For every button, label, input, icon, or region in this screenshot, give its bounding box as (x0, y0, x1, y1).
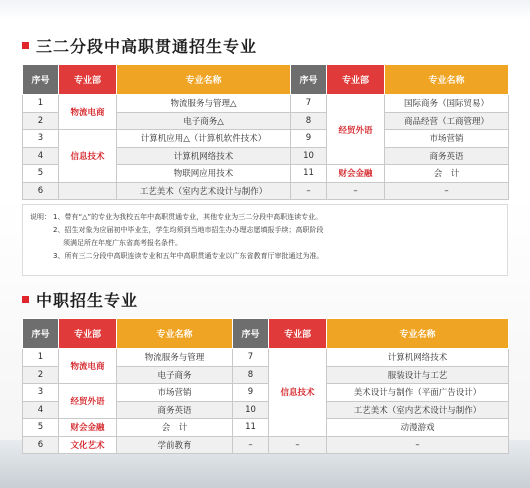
row-num: 1 (23, 95, 59, 113)
section-title-1-text: 三二分段中高职贯通招生专业 (36, 37, 258, 56)
row-num: 3 (23, 130, 59, 148)
row-num: 5 (23, 165, 59, 183)
row-num: 7 (291, 95, 327, 113)
table-section-2 (22, 318, 509, 454)
row-num: 11 (233, 419, 269, 437)
note-item: 3、所有三二分段中高职连读专业和五年中高职贯通专业以广东省教育厅审批通过为准。 (53, 252, 324, 260)
dept-cell: 信息技术 (59, 130, 117, 183)
row-num: 8 (291, 112, 327, 130)
major-cell: 会 计 (385, 165, 509, 183)
note-item: 2、招生对象为应届初中毕业生，学生均须到当地市招生办办理志愿填报手续；高职阶段 (53, 226, 324, 234)
table-row (23, 419, 509, 437)
row-num: – (233, 436, 269, 454)
major-cell: 商品经营（工商管理） (385, 112, 509, 130)
row-num: 6 (23, 436, 59, 454)
section-title-2 (22, 288, 138, 311)
major-cell: 商务英语 (385, 147, 509, 165)
dept-cell: 物流电商 (59, 349, 117, 384)
header-major-left: 专业名称 (117, 319, 233, 349)
row-num: 7 (233, 349, 269, 367)
major-cell: 国际商务（国际贸易） (385, 95, 509, 113)
row-num: 5 (23, 419, 59, 437)
note-item: 须满足所在年度广东省高考报名条件。 (63, 239, 182, 247)
major-cell: 学前教育 (117, 436, 233, 454)
major-cell: 会 计 (117, 419, 233, 437)
title-bullet-icon (22, 42, 29, 49)
dept-cell: 经贸外语 (327, 95, 385, 165)
table-row (23, 436, 509, 454)
table-header-row (23, 319, 509, 349)
header-num-right: 序号 (233, 319, 269, 349)
major-cell: 商务英语 (117, 401, 233, 419)
major-cell: 物流服务与管理 (117, 349, 233, 367)
row-num: 10 (291, 147, 327, 165)
dept-cell: 文化艺术 (59, 436, 117, 454)
row-num: 2 (23, 112, 59, 130)
notes-box (22, 204, 508, 276)
row-num: 8 (233, 366, 269, 384)
section-title-2-text: 中职招生专业 (36, 291, 139, 310)
row-num: 1 (23, 349, 59, 367)
row-num: 6 (23, 182, 59, 200)
major-cell: 物联网应用技术 (117, 165, 291, 183)
header-major-left: 专业名称 (117, 65, 291, 95)
major-cell: 计算机网络技术 (327, 349, 509, 367)
major-cell: – (327, 436, 509, 454)
major-cell: 市场营销 (385, 130, 509, 148)
note-item: 1、带有“△”的专业为我校五年中高职贯通专业，其他专业为三二分段中高职连读专业。 (53, 213, 323, 221)
major-cell: 计算机应用△（计算机软件技术） (117, 130, 291, 148)
section-title-1 (22, 34, 257, 57)
dept-cell-empty (59, 182, 117, 200)
row-num: 9 (291, 130, 327, 148)
table-row (23, 384, 509, 402)
header-num-right: 序号 (291, 65, 327, 95)
header-dept-right: 专业部 (269, 319, 327, 349)
dept-cell: 经贸外语 (59, 384, 117, 419)
table-row (23, 182, 509, 200)
header-major-right: 专业名称 (327, 319, 509, 349)
background-top (0, 0, 530, 20)
dept-cell: 财会金融 (59, 419, 117, 437)
major-cell: 服装设计与工艺 (327, 366, 509, 384)
major-cell: 动漫游戏 (327, 419, 509, 437)
notes-label: 说明： (30, 213, 51, 221)
header-dept-right: 专业部 (327, 65, 385, 95)
row-num: – (291, 182, 327, 200)
major-cell: – (385, 182, 509, 200)
major-cell: 市场营销 (117, 384, 233, 402)
major-cell: 计算机网络技术 (117, 147, 291, 165)
header-num-left: 序号 (23, 319, 59, 349)
dept-cell: 信息技术 (269, 349, 327, 437)
dept-cell: – (327, 182, 385, 200)
header-dept-left: 专业部 (59, 65, 117, 95)
row-num: 11 (291, 165, 327, 183)
major-cell: 工艺美术（室内艺术设计与制作） (327, 401, 509, 419)
table-header-row (23, 65, 509, 95)
dept-cell: 物流电商 (59, 95, 117, 130)
table-section-1 (22, 64, 509, 200)
row-num: 2 (23, 366, 59, 384)
title-bullet-icon (22, 296, 29, 303)
table-row (23, 95, 509, 113)
major-cell: 电子商务△ (117, 112, 291, 130)
row-num: 10 (233, 401, 269, 419)
major-cell: 电子商务 (117, 366, 233, 384)
major-cell: 物流服务与管理△ (117, 95, 291, 113)
dept-cell: 财会金融 (327, 165, 385, 183)
header-major-right: 专业名称 (385, 65, 509, 95)
table-row (23, 130, 509, 148)
dept-cell: – (269, 436, 327, 454)
row-num: 3 (23, 384, 59, 402)
row-num: 4 (23, 401, 59, 419)
major-cell: 工艺美术（室内艺术设计与制作） (117, 182, 291, 200)
major-cell: 美术设计与制作（平面广告设计） (327, 384, 509, 402)
header-dept-left: 专业部 (59, 319, 117, 349)
header-num-left: 序号 (23, 65, 59, 95)
table-row (23, 349, 509, 367)
row-num: 4 (23, 147, 59, 165)
row-num: 9 (233, 384, 269, 402)
